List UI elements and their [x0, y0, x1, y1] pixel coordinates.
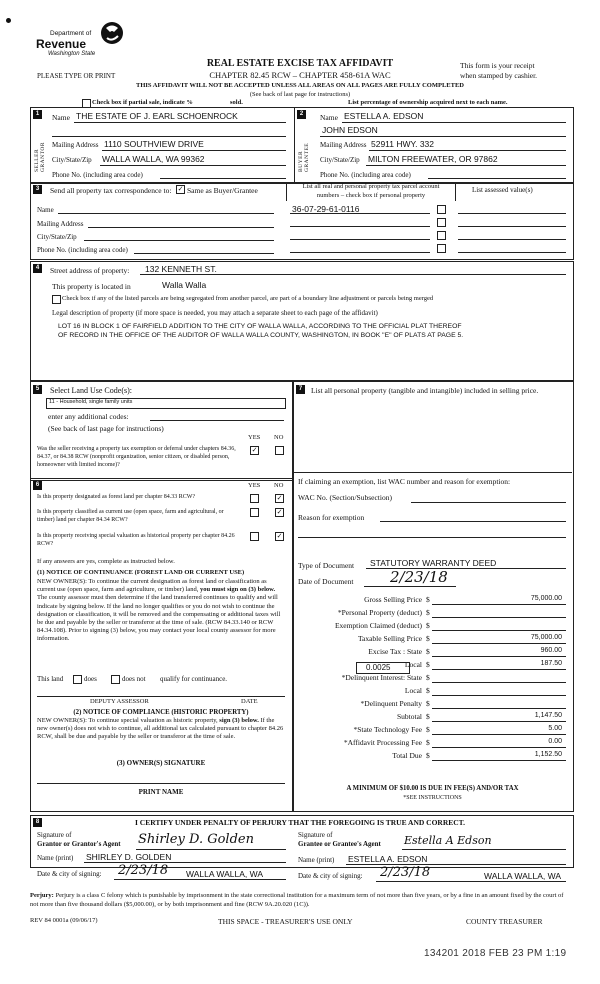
select-land-use-label: Select Land Use Code(s):	[50, 386, 132, 395]
seller-name-label: Name	[52, 113, 70, 122]
county-treasurer-label: COUNTY TREASURER	[466, 917, 543, 926]
print-name-label: PRINT NAME	[138, 788, 184, 796]
assessed-line-2	[458, 226, 566, 227]
grantee-signature: Estella A Edson	[404, 834, 492, 847]
seller-phone-label: Phone No. (including area code)	[52, 171, 143, 179]
revenue-logo	[36, 20, 136, 60]
s5-yes-header: YES	[248, 434, 261, 441]
legal-desc-2: OF RECORD IN THE OFFICE OF THE AUDITOR OF WALLA WALLA COUNTY, WASHINGTON, IN BOOK "E" OF PLATS AT PAGE 5.	[58, 332, 464, 339]
seller-side-label: SELLER GRANTOR	[34, 142, 46, 172]
see-instructions-note: *SEE INSTRUCTIONS	[403, 795, 462, 801]
amount-label: *State Technology Fee	[353, 725, 422, 734]
amount-row	[296, 607, 568, 620]
dollar-sign: $	[426, 712, 430, 721]
treasurer-use-label: THIS SPACE - TREASURER'S USE ONLY	[218, 917, 353, 926]
section-8-number: 8	[33, 818, 42, 827]
section-7-personal-divider	[293, 472, 572, 473]
segregated-checkbox[interactable]	[52, 295, 61, 304]
amount-value: 1,152.50	[534, 751, 562, 758]
located-label: This property is located in	[52, 282, 131, 291]
amount-row	[296, 711, 568, 724]
amount-line	[432, 682, 566, 683]
amount-row	[296, 620, 568, 633]
grantor-date-line	[114, 879, 286, 880]
amount-line	[432, 656, 566, 657]
legal-desc-label: Legal description of property (if more space is needed, you may attach a separate sheet to each page of the affidavit)	[52, 309, 378, 317]
amount-line	[432, 721, 566, 722]
same-as-buyer-checkbox[interactable]: ✓	[177, 185, 184, 193]
amount-label: Local	[404, 686, 422, 695]
forest-yes-checkbox[interactable]	[250, 494, 259, 503]
seller-city-line	[100, 165, 286, 166]
dollar-sign: $	[426, 751, 430, 760]
forest-land-question: Is this property designated as forest land per chapter 84.33 RCW?	[37, 494, 196, 500]
buyer-phone-line	[428, 178, 566, 179]
buyer-mailing-line	[369, 150, 566, 151]
amount-row	[296, 659, 568, 672]
assessed-line-4	[458, 252, 566, 253]
grantor-print-name: SHIRLEY D. GOLDEN	[86, 852, 172, 862]
buyer-phone-label: Phone No. (including area code)	[320, 171, 411, 179]
amount-label: Subtotal	[396, 712, 422, 721]
section-3-divider	[286, 183, 287, 201]
corr-mailing-line	[88, 227, 274, 228]
amount-value: 75,000.00	[530, 634, 562, 641]
section-2-number: 2	[297, 110, 306, 119]
amount-line	[432, 669, 566, 670]
section-5-number: 5	[33, 385, 42, 394]
corner-mark	[6, 18, 11, 23]
does-checkbox[interactable]	[73, 675, 82, 684]
treasurer-stamp: 134201 2018 FEB 23 PM 1:19	[424, 948, 567, 959]
amount-line	[432, 630, 566, 631]
parcel-line-2	[290, 226, 430, 227]
amount-value: 5.00	[548, 725, 562, 732]
buyer-name-2: JOHN EDSON	[322, 125, 378, 135]
dollar-sign: $	[426, 608, 430, 617]
see-back-note: (See back of last page for instructions)	[249, 91, 351, 98]
ownership-pct-note: List percentage of ownership acquired next to each name.	[348, 99, 508, 106]
corr-name-label: Name	[37, 206, 54, 214]
qualify-label: qualify for continuance.	[160, 675, 228, 683]
owners-sig-line	[37, 783, 285, 784]
minimum-due-note: A MINIMUM OF $10.00 IS DUE IN FEE(S) AND/OR TAX	[346, 785, 519, 792]
continuance-sign: you must sign on (3) below.	[199, 586, 276, 594]
if-yes-note: If any answers are yes, complete as instructed below.	[37, 558, 175, 565]
deputy-date-label: DATE	[241, 698, 258, 705]
amount-row	[296, 724, 568, 737]
corr-phone-label: Phone No. (including area code)	[37, 246, 128, 254]
historic-yes-checkbox[interactable]	[250, 532, 259, 541]
buyer-mailing-label: Mailing Address	[320, 141, 367, 149]
buyer-name-line-2	[320, 136, 566, 137]
seller-phone-line	[160, 178, 286, 179]
section-6-number: 6	[33, 481, 42, 490]
compliance-title: (2) NOTICE OF COMPLIANCE (HISTORIC PROPERTY)	[73, 709, 249, 716]
seller-name-line-2	[52, 136, 286, 137]
grantor-sig-label-2: Grantor or Grantor's Agent	[37, 840, 121, 848]
amount-label: Total Due	[392, 751, 422, 760]
amount-label: *Personal Property (deduct)	[337, 608, 422, 617]
amount-value: 0.00	[548, 738, 562, 745]
seller-city: WALLA WALLA, WA 99362	[102, 154, 205, 164]
personal-property-checkbox-2[interactable]	[437, 218, 446, 227]
amount-row	[296, 737, 568, 750]
owners-signature-label: (3) OWNER(S) SIGNATURE	[116, 759, 206, 767]
deputy-assessor-label: DEPUTY ASSESSOR	[90, 698, 149, 705]
wac-line	[411, 502, 566, 503]
grantee-date-label: Date & city of signing:	[298, 872, 363, 880]
doc-date-label: Date of Document	[298, 577, 354, 586]
grantor-city: WALLA WALLA, WA	[186, 869, 263, 879]
grantor-date-label: Date & city of signing:	[37, 870, 102, 878]
seller-name-line	[74, 122, 286, 123]
amount-value: 960.00	[540, 647, 562, 654]
dollar-sign: $	[426, 621, 430, 630]
amount-row	[296, 594, 568, 607]
land-use-value: 11 - Household, single family units	[49, 399, 133, 405]
additional-codes-line	[150, 420, 284, 421]
assessed-line-1	[458, 213, 566, 214]
amount-line	[432, 604, 566, 605]
amount-value: 1,147.50	[534, 712, 562, 719]
historic-no-checkbox[interactable]: ✓	[276, 532, 283, 540]
partial-sale-label: Check box if partial sale, indicate %	[92, 99, 193, 106]
forest-no-checkbox[interactable]: ✓	[276, 494, 283, 502]
perjury-notice	[30, 892, 572, 909]
warning-text: THIS AFFIDAVIT WILL NOT BE ACCEPTED UNLESS ALL AREAS ON ALL PAGES ARE FULLY COMPLETED	[136, 82, 464, 89]
amount-line	[432, 734, 566, 735]
corr-name-line	[58, 213, 274, 214]
section-1-number: 1	[33, 110, 42, 119]
assessed-line-3	[458, 239, 566, 240]
send-correspondence-label: Send all property tax correspondence to:	[50, 186, 172, 195]
buyer-city: MILTON FREEWATER, OR 97862	[368, 154, 498, 164]
agency-state: Washington State	[48, 51, 96, 57]
amount-value: 75,000.00	[530, 595, 562, 602]
dollar-sign: $	[426, 699, 430, 708]
section-3-number: 3	[33, 185, 42, 194]
legal-desc-1: LOT 16 IN BLOCK 1 OF FAIRFIELD ADDITION TO THE CITY OF WALLA WALLA, ACCORDING TO THE OFFICIAL PLAT THEREOF	[58, 323, 462, 330]
agency-name: Revenue	[36, 37, 87, 51]
agency-dept: Department of	[50, 30, 92, 37]
doc-date-line	[364, 586, 456, 587]
see-back-instr: (See back of last page for instructions)	[48, 424, 164, 433]
reason-line-2	[298, 537, 566, 538]
section-1-2-divider	[294, 108, 295, 183]
seller-mailing: 1110 SOUTHVIEW DRIVE	[104, 139, 204, 149]
continuance-text	[37, 578, 285, 644]
grantee-print-line	[346, 864, 566, 865]
amount-line	[432, 617, 566, 618]
buyer-name-label: Name	[320, 113, 338, 122]
grantor-print-label: Name (print)	[37, 854, 74, 862]
personal-property-checkbox-3[interactable]	[437, 231, 446, 240]
personal-property-label: List all personal property (tangible and intangible) included in selling price.	[311, 386, 539, 395]
section-3-divider-2	[455, 183, 456, 201]
continuance-title: (1) NOTICE OF CONTINUANCE (FOREST LAND OR CURRENT USE)	[37, 569, 245, 576]
parcel-number: 36-07-29-61-0116	[292, 204, 360, 214]
header	[0, 0, 600, 108]
amounts-table	[296, 594, 568, 764]
street-label: Street address of property:	[50, 266, 130, 275]
dollar-sign: $	[426, 660, 430, 669]
street-address: 132 KENNETH ST.	[145, 264, 217, 274]
corr-city-line	[84, 240, 274, 241]
corr-phone-line	[134, 253, 274, 254]
s6-yes-header: YES	[248, 482, 261, 489]
buyer-side-label: BUYER GRANTEE	[298, 142, 310, 172]
amount-label: Taxable Selling Price	[357, 634, 422, 643]
s6-no-header: NO	[274, 482, 284, 489]
exemption-question: Was the seller receiving a property tax exemption or deferral under chapters 84.36, 84.37, or 84.38 RCW (nonprofit organization, senior citizen, or disabled person, homeowner with limited income)?	[37, 446, 236, 468]
dollar-sign: $	[426, 647, 430, 656]
amount-line	[432, 708, 566, 709]
corr-mailing-label: Mailing Address	[37, 220, 84, 228]
grantee-print-label: Name (print)	[298, 856, 335, 864]
seller-mailing-line	[102, 150, 286, 151]
grantor-signature: Shirley D. Golden	[138, 832, 254, 847]
compliance-text-a: NEW OWNER(S): To continue special valuation as historic property,	[37, 717, 218, 724]
amount-label: *Delinquent Interest: State	[341, 673, 422, 682]
amount-row	[296, 672, 568, 685]
amount-row	[296, 750, 568, 763]
form-number: REV 84 0001a (09/06/17)	[30, 917, 98, 924]
local-rate: 0.0025	[366, 663, 391, 672]
continuance-text-a: NEW OWNER(S): To continue the current designation as forest land or classification as current use (open space, farm and agriculture, or timber) land,	[37, 578, 267, 594]
does-not-label: does not	[122, 675, 146, 683]
compliance-sign: sign (3) below.	[219, 717, 259, 724]
amount-row	[296, 685, 568, 698]
grantee-city: WALLA WALLA, WA	[484, 871, 561, 881]
this-land-label: This land	[37, 675, 64, 683]
grantee-sig-label-2: Grantee or Grantee's Agent	[298, 840, 381, 848]
section-7-number: 7	[296, 385, 305, 394]
grantor-sig-line	[136, 849, 286, 850]
segregated-label: Check box if any of the listed parcels are being segregated from another parcel, are part of a boundary line adjustment or parcels being merged	[62, 295, 434, 302]
s5-yes-checkbox[interactable]: ✓	[251, 446, 258, 454]
grantor-date: 2/23/18	[118, 863, 169, 878]
form-chapters: CHAPTER 82.45 RCW – CHAPTER 458-61A WAC	[209, 70, 391, 80]
dollar-sign: $	[426, 673, 430, 682]
additional-codes-label: enter any additional codes:	[48, 412, 129, 421]
buyer-name: ESTELLA A. EDSON	[344, 111, 424, 121]
dollar-sign: $	[426, 595, 430, 604]
seller-mailing-label: Mailing Address	[52, 141, 99, 149]
deputy-line	[37, 696, 285, 697]
parcel-line-1	[290, 213, 430, 214]
buyer-name-line	[342, 122, 566, 123]
amount-label: *Affidavit Processing Fee	[343, 738, 422, 747]
buyer-city-label: City/State/Zip	[320, 156, 360, 164]
sold-label: sold.	[230, 99, 243, 106]
doc-date: 2/23/18	[390, 568, 448, 586]
personal-property-checkbox-4[interactable]	[437, 244, 446, 253]
receipt-note: This form is your receipt	[460, 61, 535, 70]
parcel-line-3	[290, 239, 430, 240]
same-as-buyer-label: Same as Buyer/Grantee	[187, 186, 258, 195]
does-label: does	[84, 675, 97, 683]
s5-no-header: NO	[274, 434, 284, 441]
amount-line	[432, 695, 566, 696]
dollar-sign: $	[426, 738, 430, 747]
certify-statement: I CERTIFY UNDER PENALTY OF PERJURY THAT THE FOREGOING IS TRUE AND CORRECT.	[134, 818, 465, 827]
doc-type: STATUTORY WARRANTY DEED	[370, 558, 497, 568]
parcel-header-2: numbers – check box if personal property	[316, 192, 426, 199]
assessed-header: List assessed value(s)	[472, 186, 533, 194]
amount-label: Gross Selling Price	[364, 595, 422, 604]
parcel-header-1: List all real and personal property tax parcel account	[302, 183, 440, 190]
amount-label: Exemption Claimed (deduct)	[334, 621, 422, 630]
wac-label: WAC No. (Section/Subsection)	[298, 493, 392, 502]
amount-label: Excise Tax : State	[368, 647, 422, 656]
perjury-text: Perjury is a class C felony which is punishable by imprisonment in the state correctional institution for a maximum term of not more than five years, or by a fine in an amount fixed by the court of not more than five thousand dollars ($5,000.00), or by both imprisonment and fine (RCW 9A.20.020 (1C)).	[30, 892, 564, 908]
personal-property-checkbox-1[interactable]	[437, 205, 446, 214]
perjury-label: Perjury:	[30, 892, 54, 899]
amount-line	[432, 747, 566, 748]
grantee-date: 2/23/18	[380, 865, 431, 880]
dollar-sign: $	[426, 725, 430, 734]
amount-row	[296, 646, 568, 659]
street-line	[140, 274, 566, 275]
amount-row	[296, 633, 568, 646]
s5-no-checkbox[interactable]	[275, 446, 284, 455]
historic-question: Is this property receiving special valuation as historical property per chapter 84.26 RCW?	[37, 533, 235, 547]
grantee-sig-line	[402, 849, 566, 850]
grantee-print-name: ESTELLA A. EDSON	[348, 854, 428, 864]
revenue-logo-icon	[98, 20, 126, 46]
amount-line	[432, 760, 566, 761]
current-use-no-checkbox[interactable]: ✓	[276, 508, 283, 516]
located-city: Walla Walla	[162, 280, 207, 290]
compliance-text	[37, 717, 285, 741]
current-use-yes-checkbox[interactable]	[250, 508, 259, 517]
form-title: REAL ESTATE EXCISE TAX AFFIDAVIT	[206, 58, 394, 69]
please-type: PLEASE TYPE OR PRINT	[37, 72, 116, 80]
amount-row	[296, 698, 568, 711]
grantee-sig-label-1: Signature of	[298, 831, 333, 839]
grantor-sig-label-1: Signature of	[37, 831, 72, 839]
grantor-print-line	[84, 862, 286, 863]
dollar-sign: $	[426, 634, 430, 643]
receipt-note-2: when stamped by cashier.	[460, 71, 538, 80]
reason-line	[380, 521, 566, 522]
section-4-number: 4	[33, 264, 42, 273]
corr-city-label: City/State/Zip	[37, 233, 77, 241]
continuance-text-b: The county assessor must then determine if the land transferred continues to qualify and will indicate by signing below. If the land no longer qualifies or you do not wish to continue the designation or classification, it will be removed and the compensating or additional taxes will be due and payable by the seller or transferor at the time of sale. (RCW 84.33.140 or RCW 84.34.108). Prior to signing (3) below, you may contact your local county assessor for more information.	[37, 594, 281, 643]
dollar-sign: $	[426, 686, 430, 695]
seller-name: THE ESTATE OF J. EARL SCHOENROCK	[76, 111, 238, 121]
grantee-date-line	[376, 881, 566, 882]
amount-value: 187.50	[540, 660, 562, 667]
amount-label: Local	[404, 660, 422, 669]
parcel-line-4	[290, 252, 430, 253]
exemption-claim-label: If claiming an exemption, list WAC number and reason for exemption:	[298, 477, 511, 486]
doc-type-label: Type of Document	[298, 561, 355, 570]
reason-label: Reason for exemption	[298, 513, 365, 522]
current-use-question: Is this property classified as current use (open space, farm and agricultural, or timber) land per chapter 84.34 RCW?	[37, 509, 224, 523]
compliance-text-b: If the new owner(s) does not wish to continue, all additional tax calculated pursuant to chapter 84.26 RCW, shall be due and payable by the seller or transferor at the time of sale.	[37, 717, 284, 740]
buyer-mailing: 52911 HWY. 332	[371, 139, 435, 149]
amount-line	[432, 643, 566, 644]
section-4-frame	[30, 261, 574, 381]
amount-label: *Delinquent Penalty	[360, 699, 422, 708]
buyer-city-line	[366, 165, 566, 166]
seller-city-label: City/State/Zip	[52, 156, 92, 164]
does-not-checkbox[interactable]	[111, 675, 120, 684]
